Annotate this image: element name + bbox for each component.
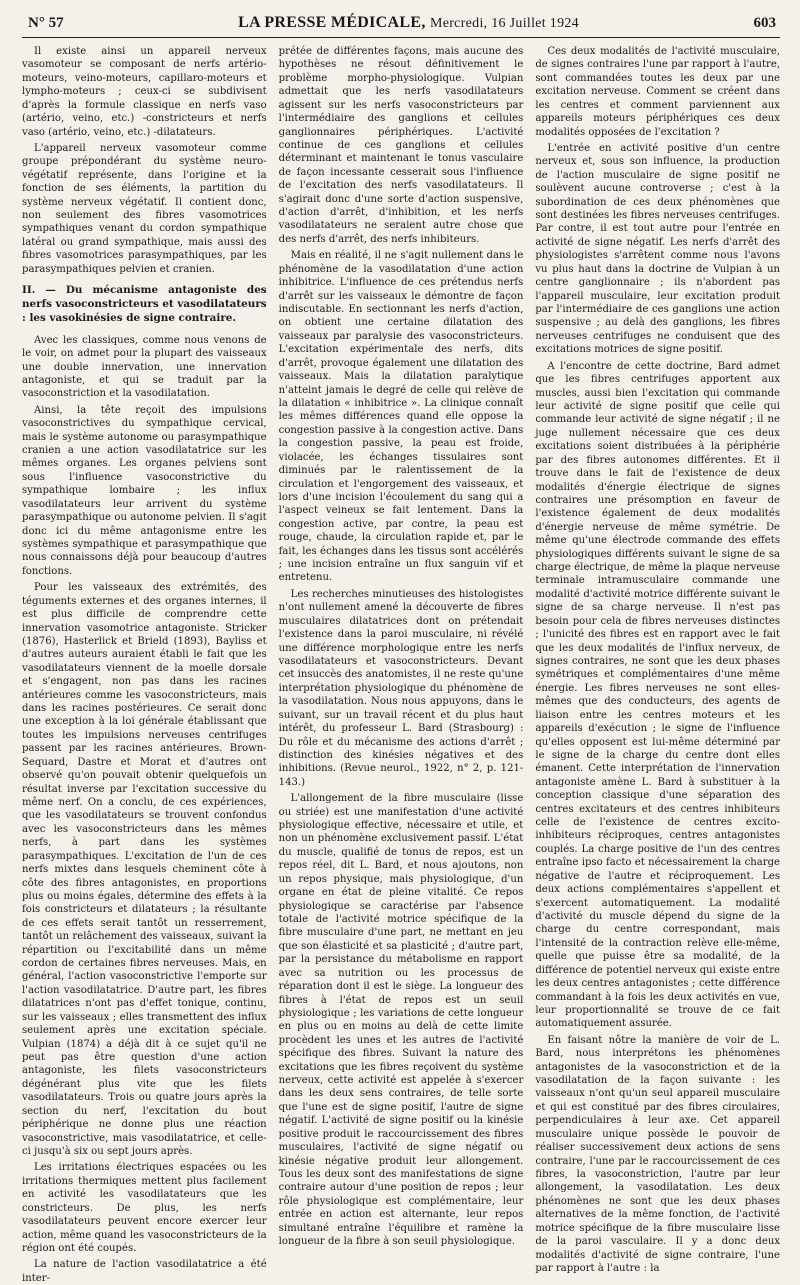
paragraph: L'entrée en activité positive d'un centre nerveux et, sous son influence, la production de l'action musculaire de signe positif ne soulèvent aucune controverse ; c'est à la subordination de ces deux phénomènes que sont destinées les fibres nerveuses centrifuges. Par contre, il est tout autre pour l'entrée en activité de signe négatif. Les nerfs d'arrêt des physiologistes s'arrêtent comme nous l'avons vu plus haut dans la doctrine de Vulpian à un centre ganglionnaire ; ils n'abordent pas l'appareil musculaire, leur excitation produit par l'intermédiaire de ces ganglions une action suspensive ; au delà des ganglions, les fibres nerveuses centrifuges ne conduisent que des excitations motrices de signe positif. — [535, 142, 781, 356]
paragraph: Avec les classiques, comme nous venons de le voir, on admet pour la plupart des vaisseaux une double innervation, une innervation antagoniste, et qui se traduit par la vasoconstriction et la vasodilatation. — [22, 334, 267, 400]
issue-number: N° 57 — [28, 15, 64, 31]
paragraph: Ces deux modalités de l'activité musculaire, de signes contraires l'une par rapport à l'autre, sont commandées toutes les deux par une excitation nerveuse. Comment se créent dans les centres et comment parviennent aux appareils moteurs périphériques ces deux modalités opposées de l'excitation ? — [535, 46, 781, 138]
text-columns — [22, 45, 781, 1284]
running-header — [22, 10, 780, 38]
column-middle — [278, 45, 524, 1248]
paragraph: Il existe ainsi un appareil nerveux vasomoteur se composant de nerfs artério-moteurs, veino-moteurs, capillaro-moteurs et lympho-moteurs ; ceux-ci se subdivisent d'après la formule classique en nerfs vaso (artério, veino, etc.) -constricteurs et nerfs vaso (artério, veino, etc.) -dilatateurs. — [22, 46, 267, 138]
paragraph: prétée de différentes façons, mais aucune des hypothèses ne résout définitivement le problème morpho-physiologique. Vulpian admettait que les nerfs vasodilatateurs agissent sur les nerfs vasoconstricteurs par l'intermédiaire des ganglions et cellules ganglionnaires périphériques. L'activité continue de ces ganglions et cellules déterminant et maintenant le tonus vasculaire de façon incessante cesserait sous l'influence de l'excitation des nerfs vasodilatateurs. Il s'agirait donc d'une sorte d'action suspensive, d'action d'arrêt, d'inhibition, et les nerfs vasodilatateurs ne seraient autre chose que des nerfs d'arrêt, des nerfs inhibiteurs. — [278, 46, 524, 245]
paragraph: Ainsi, la tête reçoit des impulsions vasoconstrictives du sympathique cervical, mais le système autonome ou parasympathique cranien a une action vasodilatatrice sur les mêmes organes. Les organes pelviens sont sous l'influence vasoconstrictive du sympathique lombaire ; les influx vasodilatateurs leur arrivent du système parasympathique ou autonome pelvien. Il s'agit donc ici du même antagonisme entre les systèmes sympathique et parasympathique que nous connaissons déjà pour beaucoup d'autres fonctions. — [22, 404, 267, 577]
page-number: 603 — [753, 15, 776, 31]
paragraph: A l'encontre de cette doctrine, Bard admet que les fibres centrifuges apportent aux muscles, aussi bien l'excitation qui commande leur activité de signe positif que celle qui commande leur activité de signe négatif ; il ne juge nullement nécessaire que ces deux excitations soient distribuées à la périphérie par des fibres autonomes différentes. Et il trouve dans le fait de l'existence de deux modalités d'énergie électrique de signes contraires une présomption en faveur de l'existence également de deux modalités d'énergie nerveuse de même symétrie. De même qu'une électrode commande des effets physiologiques différents suivant le signe de sa charge électrique, de même la plaque nerveuse terminale intramusculaire commande une modalité d'activité motrice différente suivant le signe de sa charge nerveuse. Il n'est pas besoin pour cela de fibres nerveuses distinctes ; l'unicité des fibres est en rapport avec le fait que les deux modalités de l'influx nerveux, de signes contraires, ne sont que les deux phases symétriques et complémentaires d'une même énergie. Les fibres nerveuses ne sont elles-mêmes que des conducteurs, des agents de liaison entre les centres moteurs et les appareils d'exécution ; le signe de l'influence qu'elles opposent est lui-même déterminé par le signe de la charge du centre dont elles émanent. Cette interprétation de l'innervation antagoniste amène L. Bard à substituer à la conception classique d'une séparation des centres excitateurs et des centres inhibiteurs celle de l'existence de centres excito-inhibiteurs réciproques, centres antagonistes couplés. La charge positive de l'un des centres entraîne ipso facto et nécessairement la charge négative de l'autre et réciproquement. Les deux actions complémentaires s'appellent et s'exercent automatiquement. La modalité d'activité du muscle dépend du signe de la charge du centre correspondant, mais l'intensité de la contraction relève elle-même, quelle que puisse être sa modalité, de la différence de potentiel nerveux qui existe entre les deux centres antagonistes ; cette différence commandant à la fois les deux activités en vue, leur proportionnalité se trouve de ce fait automatiquement assurée. — [535, 360, 781, 1030]
paragraph: Les irritations électriques espacées ou les irritations thermiques mettent plus facilement en activité les vasodilatateurs que les constricteurs. De plus, les nerfs vasodilatateurs peuvent encore exercer leur action, même quand les vasoconstricteurs de la région ont été coupés. — [22, 1162, 267, 1254]
paragraph: L'appareil nerveux vasomoteur comme groupe prépondérant du système neuro-végétatif représente, dans l'origine et la fonction de ses éléments, la partition du système nerveux végétatif. Il contient donc, non seulement des fibres vasomotrices sympathiques venant du cordon sympathique latéral ou grand sympathique, mais aussi des fibres vasomotrices parasympathiques, par les parasympathiques pelvien et cranien. — [22, 142, 267, 275]
paragraph: L'allongement de la fibre musculaire (lisse ou striée) est une manifestation d'une activité physiologique effective, nécessaire et utile, et non un phénomène exclusivement passif. L'état du muscle, qualifié de tonus de repos, est un repos réel, dit L. Bard, et nous ajoutons, non un repos physique, mais physiologique, d'un organe en état de pleine vitalité. Ce repos physiologique se caractérise par l'absence totale de l'activité motrice spécifique de la fibre musculaire d'une part, ne mettant en jeu que son élasticité et sa plasticité ; d'autre part, par la persistance du métabolisme en rapport avec sa nutrition ou les processus de réparation dont il est le siège. La longueur des fibres à l'état de repos est un seuil physiologique ; les variations de cette longueur en plus ou en moins au delà de cette limite procèdent les unes et les autres de l'activité spécifique des fibres. Suivant la nature des excitations que les fibres reçoivent du système nerveux, cette activité est appelée à s'exercer dans les deux sens contraires, de telle sorte que l'une est de signe positif, l'autre de signe négatif. L'activité de signe positif ou la kinésie positive produit le raccourcissement des fibres musculaires, l'activité de signe négatif ou kinésie négative produit leur allongement. Tous les deux sont des manifestations de signe contraire autour d'une position de repos ; leur rôle physiologique est complémentaire, leur entrée en action est alternante, leur repos simultané entraîne l'équilibre et ramène la longueur de la fibre à son seuil physiologique. — [278, 793, 524, 1248]
paragraph: En faisant nôtre la manière de voir de L. Bard, nous interprétons les phénomènes antagonistes de la vasoconstriction et de la vasodilatation de la façon suivante : les vaisseaux n'ont qu'un seul appareil musculaire et qui est constitué par des fibres circulaires, perpendiculaires à leur axe. Cet appareil musculaire unique possède le pouvoir de réaliser successivement deux actions de sens contraire, l'une par le raccourcissement de ces fibres, la vasoconstriction, l'autre par leur allongement, la vasodilatation. Les deux phénomènes ne sont que les deux phases alternatives de la même fonction, de l'activité motrice spécifique de la fibre musculaire lisse de la paroi vasculaire. Il y a donc deux modalités d'activité de signe contraire, l'une par rapport à l'autre : la — [535, 1034, 781, 1274]
journal-title-line — [238, 14, 579, 32]
issue-date: Mercredi, 16 Juillet 1924 — [429, 16, 579, 31]
paragraph: Mais en réalité, il ne s'agit nullement dans le phénomène de la vasodilatation d'une action inhibitrice. L'influence de ces prétendus nerfs d'arrêt sur les vaisseaux le démontre de façon indiscutable. En sectionnant les nerfs d'action, on obtient une certaine dilatation des vaisseaux par paralysie des vasoconstricteurs. L'excitation expérimentale des nerfs, dits d'arrêt, provoque également une dilatation des vaisseaux. Mais la dilatation paralytique n'atteint jamais le degré de celle qui relève de la dilatation « inhibitrice ». La clinique connaît les mêmes différences quand elle oppose la congestion passive à la congestion active. Dans la congestion passive, la peau est froide, violacée, les échanges tissulaires sont diminués par le ralentissement de la circulation et l'engorgement des vaisseaux, et lors d'une incision l'écoulement du sang qui a l'aspect veineux se fait lentement. Dans la congestion active, par contre, la peau est rouge, chaude, la circulation rapide et, par le fait, les échanges dans les tissus sont accélérés ; une incision entraîne un flux sanguin vif et entretenu. — [278, 250, 524, 584]
section-heading: II. — Du mécanisme antagoniste des nerfs vasoconstricteurs et vasodilatateurs : les vasokinésies de signe contraire. — [22, 284, 267, 324]
journal-name: LA PRESSE MÉDICALE, — [238, 14, 426, 31]
paragraph: La nature de l'action vasodilatatrice a été inter- — [22, 1259, 267, 1284]
paragraph: Pour les vaisseaux des extrémités, des téguments externes et des organes internes, il est plus difficile de comprendre cette innervation vasomotrice antagoniste. Stricker (1876), Hasterlick et Brield (1893), Bayliss et d'autres auteurs auraient établi le fait que les vasodilatateurs viennent de la moelle dorsale et s'engagent, non pas dans les racines antérieures comme les vasoconstricteurs, mais dans les racines postérieures. Ce serait donc une exception à la loi générale établissant que toutes les impulsions nerveuses centrifuges passent par les racines antérieures. Brown-Sequard, Dastre et Morat et d'autres ont observé qu'on pouvait obtenir quelquefois un résultat inverse par l'excitation successive du même nerf. On a conclu, de ces expériences, que les vasodilatateurs se trouvent confondus avec les vasoconstricteurs dans les mêmes nerfs, à part dans les systèmes parasympathiques. L'excitation de l'un de ces nerfs mixtes dans lesquels cheminent côte à côte des fibres antagonistes, en proportions plus ou moins égales, détermine des effets à la fois constricteurs et dilatateurs ; la résultante de ces effets serait tantôt un resserrement, tantôt un relâchement des vaisseaux, suivant la répartition ou l'excitabilité dans un même cordon de certaines fibres nerveuses. Mais, en général, l'action vasoconstrictive l'emporte sur l'action vasodilatatrice. D'autre part, les fibres dilatatrices n'ont pas d'effet tonique, continu, sur les vaisseaux ; elles transmettent des influx seulement après une excitation spéciale. Vulpian (1874) a déjà dit à ce sujet qu'il ne peut pas être question d'une action antagoniste, les filets vasoconstricteurs dégénérant plus vite que les filets vasodilatateurs. Trois ou quatre jours après la section du nerf, l'excitation du bout périphérique ne donne plus une réaction vasoconstrictive, mais vasodilatatrice, et celle-ci jusqu'à six ou sept jours après. — [22, 582, 267, 1157]
column-right — [535, 45, 781, 1274]
paragraph: Les recherches minutieuses des histologistes n'ont nullement amené la découverte de fibres musculaires dilatatrices dont on prétendait l'existence dans la paroi musculaire, ni révélé une différence morphologique entre les nerfs vasodilatateurs et vasoconstricteurs. Devant cet insuccès des anatomistes, il ne reste qu'une interprétation physiologique du phénomène de la vasodilatation. Nous nous appuyons, dans le suivant, sur un travail récent et du plus haut intérêt, du professeur L. Bard (Strasbourg) : Du rôle et du mécanisme des actions d'arrêt ; distinction des kinésies négatives et des inhibitions. (Revue neurol., 1922, n° 2, p. 121-143.) — [278, 588, 524, 788]
column-left — [22, 45, 267, 1284]
